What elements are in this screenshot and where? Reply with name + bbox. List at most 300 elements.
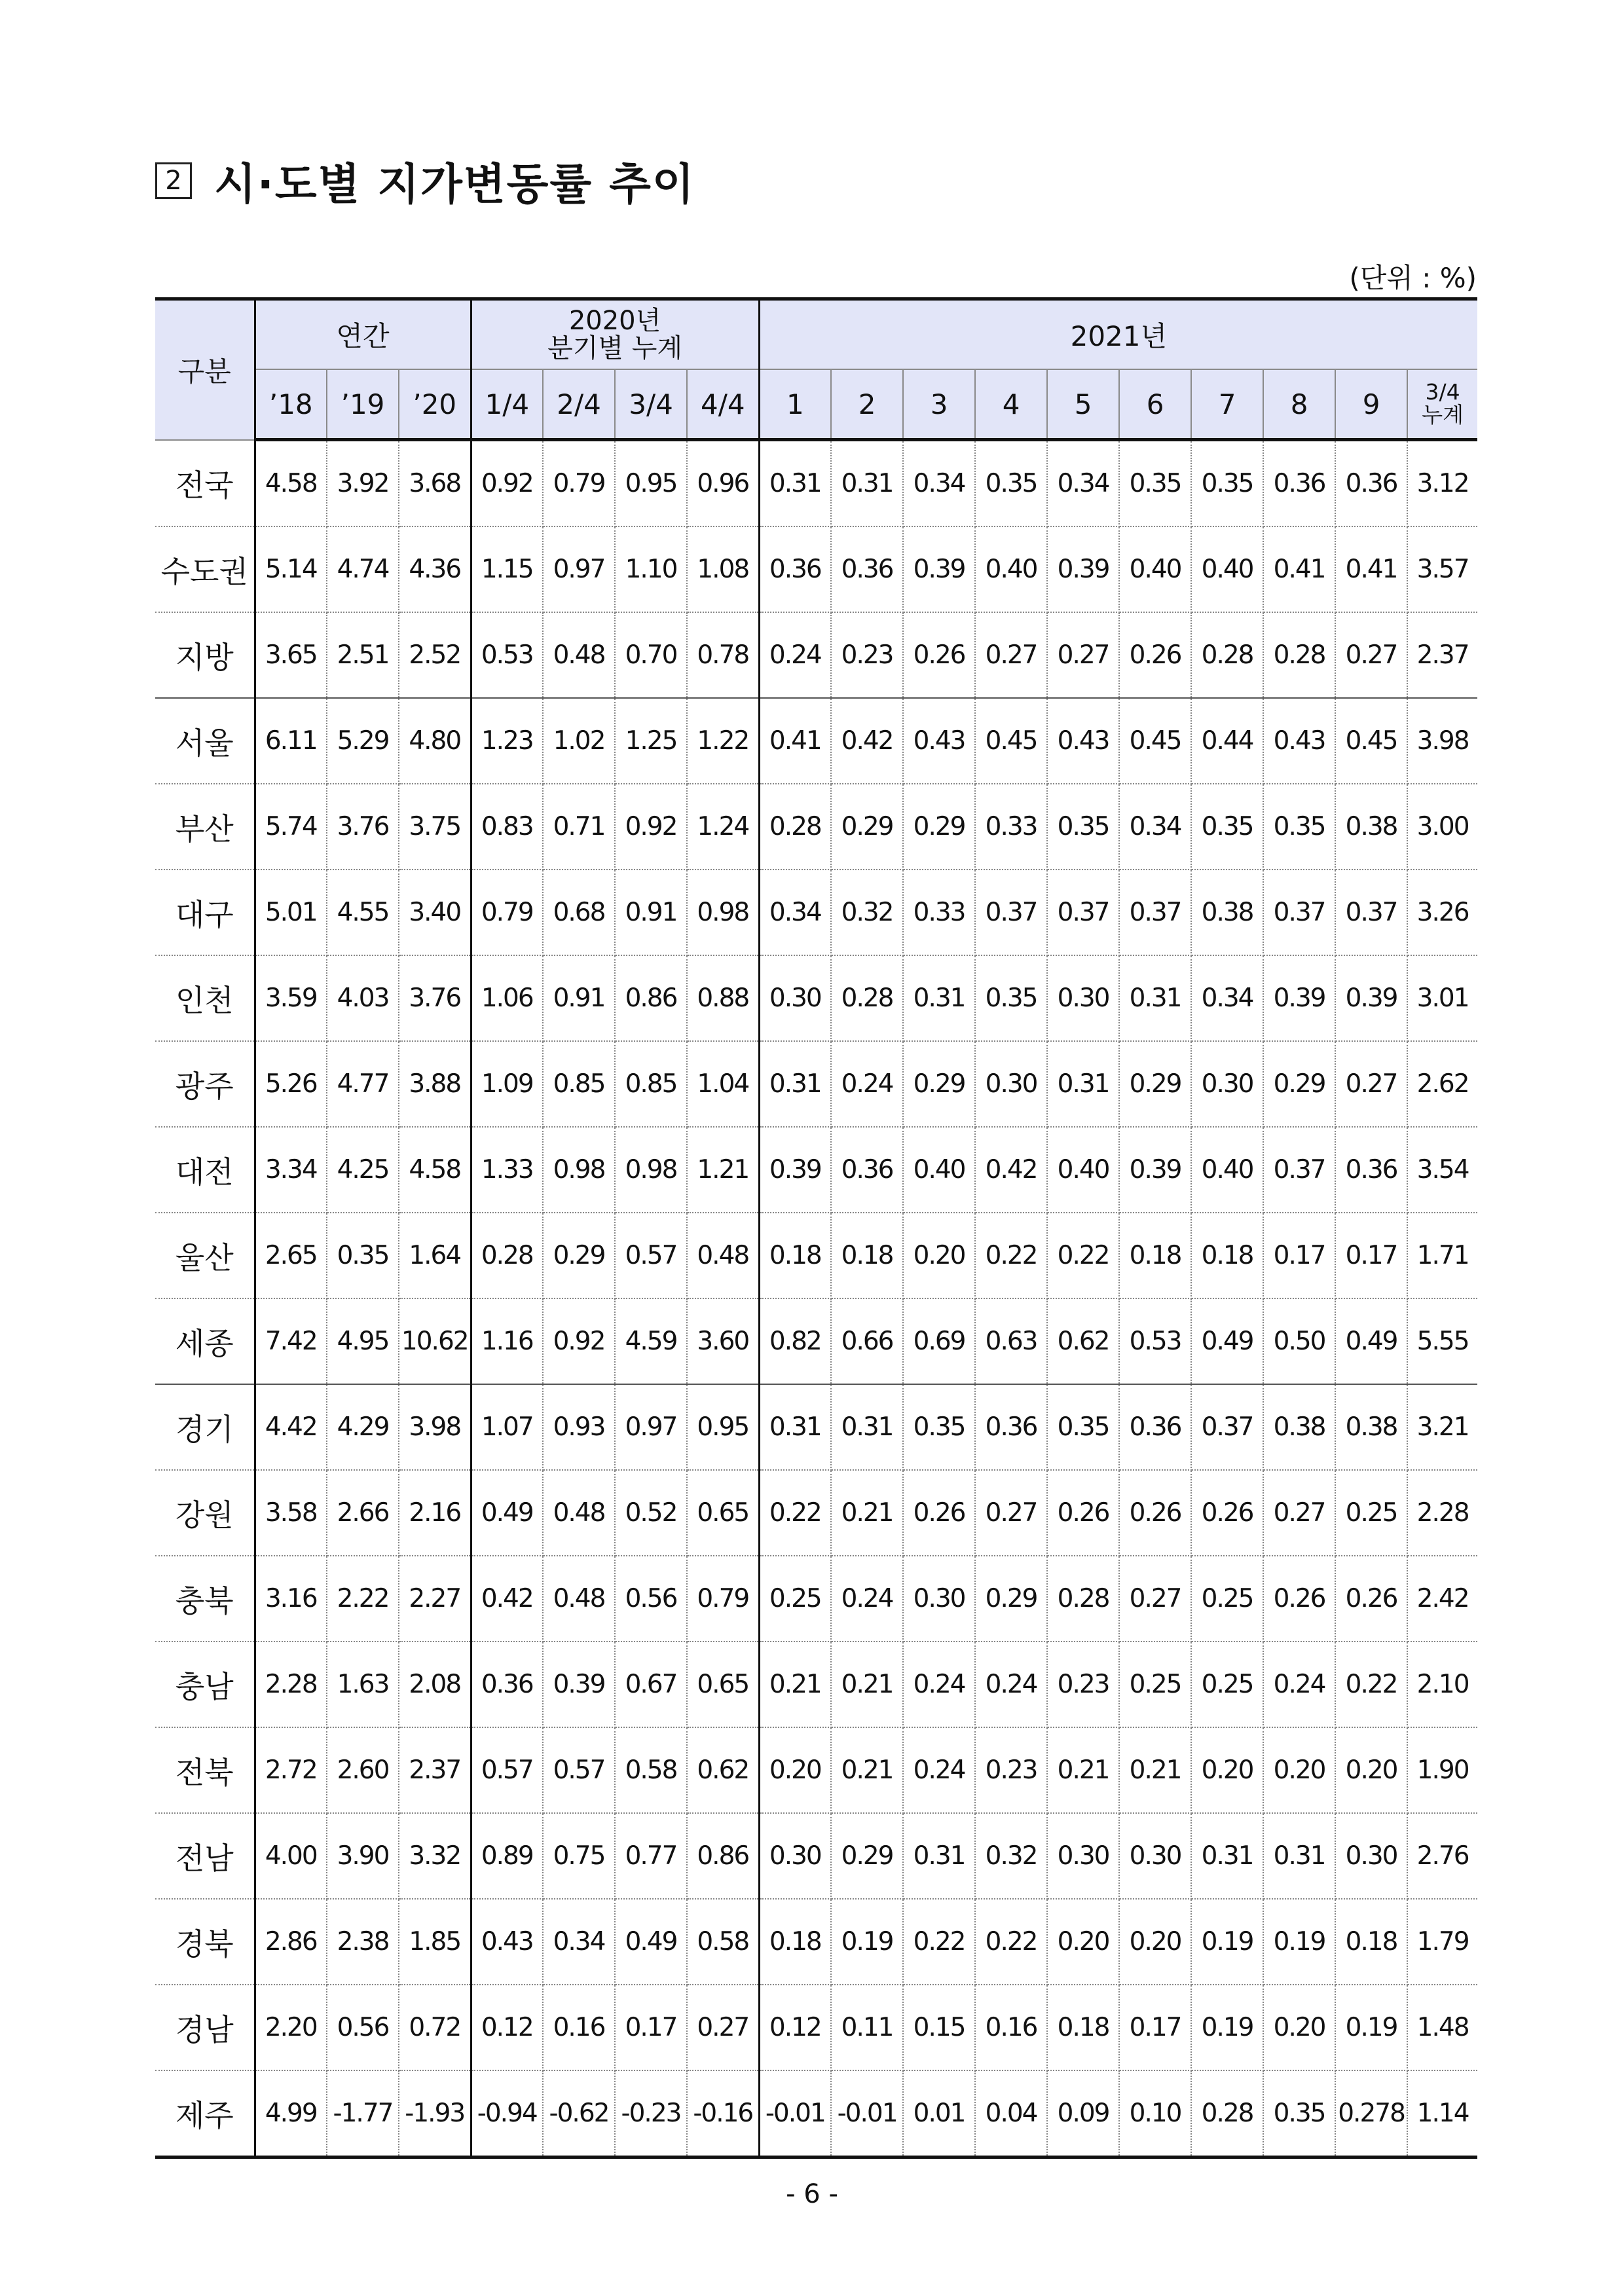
table-cell: 0.24 [831,1556,903,1642]
table-cell: 0.37 [1263,870,1335,955]
table-cell: 3.88 [399,1041,471,1127]
table-cell: 0.36 [759,526,831,612]
table-cell: 0.72 [399,1985,471,2070]
table-cell: 0.34 [903,440,975,527]
table-cell: 0.10 [1119,2070,1191,2157]
table-cell: 0.35 [327,1213,399,1298]
table-cell: 0.23 [831,612,903,698]
table-cell: 0.29 [1119,1041,1191,1127]
table-cell: 0.28 [1191,2070,1263,2157]
table-cell: 0.34 [759,870,831,955]
table-cell: 0.48 [543,1470,615,1556]
table-cell: 0.31 [1263,1813,1335,1899]
table-cell: 0.26 [903,612,975,698]
table-cell: 2.22 [327,1556,399,1642]
table-cell: 3.60 [687,1298,759,1384]
table-cell: 1.04 [687,1041,759,1127]
table-cell: 0.27 [1263,1470,1335,1556]
table-cell: 0.32 [975,1813,1047,1899]
table-cell: 0.29 [1263,1041,1335,1127]
table-cell: 0.36 [471,1642,543,1727]
table-cell: 0.19 [1191,1899,1263,1985]
table-cell: 5.14 [255,526,327,612]
table-cell: 1.06 [471,955,543,1041]
table-cell: 0.22 [1335,1642,1407,1727]
table-cell: 3.54 [1407,1127,1477,1213]
table-cell: 0.38 [1335,1384,1407,1470]
table-cell: 0.29 [831,1813,903,1899]
table-cell: 2.37 [1407,612,1477,698]
table-cell: 0.278 [1335,2070,1407,2157]
header-sub-1: ’19 [327,369,399,440]
table-cell: 0.48 [543,1556,615,1642]
table-cell: 0.36 [1119,1384,1191,1470]
table-cell: 3.98 [1407,698,1477,784]
table-body [155,440,1477,2157]
table-cell: 3.40 [399,870,471,955]
table-cell: 3.58 [255,1470,327,1556]
row-region-label: 전국 [155,440,255,527]
table-cell: 0.11 [831,1985,903,2070]
table-cell: 0.23 [1047,1642,1119,1727]
table-cell: 0.53 [471,612,543,698]
table-cell: 0.37 [1263,1127,1335,1213]
table-cell: 0.43 [903,698,975,784]
table-cell: 1.21 [687,1127,759,1213]
table-cell: 0.48 [687,1213,759,1298]
table-row [155,784,1477,870]
table-cell: 0.36 [1335,440,1407,527]
header-sub-5: 3/4 [615,369,687,440]
table-cell: 0.30 [759,1813,831,1899]
table-cell: 2.86 [255,1899,327,1985]
table-cell: 5.55 [1407,1298,1477,1384]
table-cell: 0.31 [759,440,831,527]
row-region-label: 경북 [155,1899,255,1985]
table-cell: 2.20 [255,1985,327,2070]
row-region-label: 인천 [155,955,255,1041]
table-cell: 2.62 [1407,1041,1477,1127]
table-cell: 0.29 [975,1556,1047,1642]
table-cell: 3.12 [1407,440,1477,527]
table-row [155,1813,1477,1899]
table-cell: 0.30 [1047,955,1119,1041]
table-cell: 0.26 [1191,1470,1263,1556]
header-2021: 2021년 [759,299,1477,370]
table-cell: 0.31 [903,955,975,1041]
table-cell: 0.28 [1047,1556,1119,1642]
table-cell: 0.27 [1047,612,1119,698]
table-cell: 5.29 [327,698,399,784]
table-cell: 0.17 [615,1985,687,2070]
row-region-label: 광주 [155,1041,255,1127]
table-cell: 0.20 [759,1727,831,1813]
table-cell: 2.38 [327,1899,399,1985]
table-cell: 0.18 [1047,1985,1119,2070]
section-title: 시·도별 지가변동률 추이 [214,159,695,210]
table-row [155,955,1477,1041]
table-cell: 0.53 [1119,1298,1191,1384]
table-cell: 0.98 [543,1127,615,1213]
table-cell: 1.23 [471,698,543,784]
table-cell: 1.08 [687,526,759,612]
table-cell: 0.35 [903,1384,975,1470]
table-cell: 0.57 [615,1213,687,1298]
table-row [155,1384,1477,1470]
table-cell: 0.15 [903,1985,975,2070]
table-cell: 4.59 [615,1298,687,1384]
table-cell: 0.56 [327,1985,399,2070]
table-cell: 0.41 [759,698,831,784]
header-category: 구분 [155,299,255,440]
header-sub-13: 7 [1191,369,1263,440]
table-cell: 0.91 [615,870,687,955]
table-cell: 2.76 [1407,1813,1477,1899]
table-cell: 0.27 [1119,1556,1191,1642]
table-cell: 3.59 [255,955,327,1041]
row-region-label: 충북 [155,1556,255,1642]
table-cell: 3.32 [399,1813,471,1899]
row-region-label: 부산 [155,784,255,870]
table-cell: 0.24 [1263,1642,1335,1727]
table-cell: 0.98 [615,1127,687,1213]
table-cell: 3.90 [327,1813,399,1899]
table-cell: 3.57 [1407,526,1477,612]
header-sub-3: 1/4 [471,369,543,440]
table-cell: 3.16 [255,1556,327,1642]
row-region-label: 서울 [155,698,255,784]
table-cell: 7.42 [255,1298,327,1384]
table-cell: 1.22 [687,698,759,784]
table-cell: 1.07 [471,1384,543,1470]
table-cell: 0.39 [1047,526,1119,612]
table-cell: -1.77 [327,2070,399,2157]
table-cell: 0.18 [1191,1213,1263,1298]
table-cell: 0.31 [831,440,903,527]
table-cell: 0.26 [1119,1470,1191,1556]
table-cell: 4.58 [255,440,327,527]
table-cell: 0.30 [1047,1813,1119,1899]
row-region-label: 울산 [155,1213,255,1298]
table-cell: 0.26 [1119,612,1191,698]
table-cell: 0.26 [1335,1556,1407,1642]
table-cell: 0.37 [1191,1384,1263,1470]
table-cell: 0.62 [1047,1298,1119,1384]
table-cell: 2.08 [399,1642,471,1727]
table-cell: -0.62 [543,2070,615,2157]
table-cell: 0.25 [759,1556,831,1642]
header-sub-2: ’20 [399,369,471,440]
table-cell: 0.21 [831,1470,903,1556]
table-cell: 0.36 [1263,440,1335,527]
table-cell: 1.25 [615,698,687,784]
table-cell: -0.23 [615,2070,687,2157]
row-region-label: 지방 [155,612,255,698]
table-row [155,1470,1477,1556]
table-cell: 0.38 [1263,1384,1335,1470]
table-cell: 1.71 [1407,1213,1477,1298]
table-cell: 3.76 [399,955,471,1041]
table-cell: 0.24 [903,1727,975,1813]
header-cumulative-label: 누계 [1422,402,1464,428]
table-cell: 0.42 [975,1127,1047,1213]
table-cell: 0.49 [1335,1298,1407,1384]
header-sub-14: 8 [1263,369,1335,440]
table-cell: 0.79 [543,440,615,527]
table-cell: 0.29 [831,784,903,870]
table-cell: 0.31 [759,1384,831,1470]
table-cell: 0.33 [975,784,1047,870]
table-cell: 0.29 [903,1041,975,1127]
table-cell: 0.22 [975,1213,1047,1298]
table-cell: 4.77 [327,1041,399,1127]
table-cell: 0.25 [1335,1470,1407,1556]
table-cell: 1.24 [687,784,759,870]
table-cell: 0.48 [543,612,615,698]
table-cell: 0.40 [1191,526,1263,612]
section-heading [155,149,695,211]
header-sub-8: 2 [831,369,903,440]
table-cell: 2.72 [255,1727,327,1813]
table-cell: 0.62 [687,1727,759,1813]
table-cell: 0.19 [1335,1985,1407,2070]
header-2020-cumulative: 분기별 누계 [547,333,682,363]
table-cell: 0.57 [471,1727,543,1813]
table-cell: 0.27 [1335,1041,1407,1127]
table-cell: 4.29 [327,1384,399,1470]
row-region-label: 세종 [155,1298,255,1384]
table-cell: 0.30 [903,1556,975,1642]
table-cell: 0.21 [831,1727,903,1813]
row-region-label: 경남 [155,1985,255,2070]
table-cell: 0.42 [471,1556,543,1642]
table-cell: 0.20 [1191,1727,1263,1813]
table-cell: 0.58 [687,1899,759,1985]
table-cell: 2.27 [399,1556,471,1642]
table-cell: 0.78 [687,612,759,698]
table-cell: 0.31 [1119,955,1191,1041]
table-cell: 0.85 [615,1041,687,1127]
table-cell: -0.01 [831,2070,903,2157]
table-cell: 0.58 [615,1727,687,1813]
section-number-box: 2 [155,162,192,199]
table-cell: 0.40 [1119,526,1191,612]
row-region-label: 전남 [155,1813,255,1899]
header-sub-15: 9 [1335,369,1407,440]
table-cell: 1.79 [1407,1899,1477,1985]
table-row [155,612,1477,698]
table-cell: 0.36 [1335,1127,1407,1213]
table-cell: 0.21 [1047,1727,1119,1813]
table-row [155,1642,1477,1727]
table-cell: 0.25 [1119,1642,1191,1727]
table-cell: 0.35 [1047,784,1119,870]
table-cell: 1.02 [543,698,615,784]
table-cell: 0.18 [759,1899,831,1985]
table-cell: 0.35 [975,440,1047,527]
table-cell: 0.85 [543,1041,615,1127]
table-cell: 0.86 [615,955,687,1041]
table-cell: 0.20 [1119,1899,1191,1985]
table-cell: 0.30 [1335,1813,1407,1899]
table-cell: 0.44 [1191,698,1263,784]
table-cell: 0.34 [1119,784,1191,870]
table-cell: 0.27 [975,1470,1047,1556]
row-region-label: 수도권 [155,526,255,612]
table-cell: 0.92 [471,440,543,527]
table-cell: 4.00 [255,1813,327,1899]
table-cell: 0.95 [687,1384,759,1470]
table-cell: 0.39 [903,526,975,612]
table-cell: -0.01 [759,2070,831,2157]
header-annual: 연간 [255,299,471,370]
table-cell: 4.80 [399,698,471,784]
row-region-label: 대전 [155,1127,255,1213]
table-cell: 0.20 [1263,1985,1335,2070]
table-cell: 0.34 [543,1899,615,1985]
table-cell: 0.27 [975,612,1047,698]
table-cell: 4.42 [255,1384,327,1470]
table-cell: 0.38 [1335,784,1407,870]
header-sub-row [155,369,1477,440]
table-cell: 0.39 [1119,1127,1191,1213]
table-cell: 0.24 [903,1642,975,1727]
table-cell: 0.36 [975,1384,1047,1470]
table-cell: 0.98 [687,870,759,955]
table-cell: 0.01 [903,2070,975,2157]
table-row [155,2070,1477,2157]
table-cell: 2.42 [1407,1556,1477,1642]
table-cell: 1.14 [1407,2070,1477,2157]
table-cell: 0.28 [471,1213,543,1298]
table-cell: 0.40 [1047,1127,1119,1213]
table-row [155,1985,1477,2070]
table-cell: -0.94 [471,2070,543,2157]
table-cell: 0.41 [1335,526,1407,612]
table-cell: 0.24 [975,1642,1047,1727]
table-cell: 0.69 [903,1298,975,1384]
table-cell: 0.79 [687,1556,759,1642]
table-cell: 0.92 [543,1298,615,1384]
table-cell: 3.00 [1407,784,1477,870]
table-cell: 0.71 [543,784,615,870]
table-cell: 2.52 [399,612,471,698]
table-cell: 0.52 [615,1470,687,1556]
row-region-label: 전북 [155,1727,255,1813]
row-region-label: 제주 [155,2070,255,2157]
table-row [155,1556,1477,1642]
table-cell: 0.37 [1119,870,1191,955]
table-cell: 3.75 [399,784,471,870]
table-cell: 2.37 [399,1727,471,1813]
row-region-label: 대구 [155,870,255,955]
table-cell: 5.74 [255,784,327,870]
row-region-label: 강원 [155,1470,255,1556]
table-row [155,1298,1477,1384]
table-cell: 1.16 [471,1298,543,1384]
table-cell: 0.91 [543,955,615,1041]
table-cell: 0.75 [543,1813,615,1899]
table-cell: 0.20 [1263,1727,1335,1813]
table-cell: 0.56 [615,1556,687,1642]
table-row [155,1041,1477,1127]
table-cell: 0.33 [903,870,975,955]
table-cell: 0.86 [687,1813,759,1899]
table-cell: 0.41 [1263,526,1335,612]
table-cell: 3.65 [255,612,327,698]
table-cell: 4.36 [399,526,471,612]
table-cell: 0.66 [831,1298,903,1384]
table-cell: 0.20 [1047,1899,1119,1985]
table-cell: 0.82 [759,1298,831,1384]
table-cell: 0.68 [543,870,615,955]
table-cell: 2.65 [255,1213,327,1298]
table-cell: 0.34 [1047,440,1119,527]
table-cell: 0.31 [831,1384,903,1470]
table-cell: 0.32 [831,870,903,955]
table-cell: 0.89 [471,1813,543,1899]
table-cell: 0.22 [903,1899,975,1985]
table-cell: 0.30 [1191,1041,1263,1127]
table-cell: 0.19 [1191,1985,1263,2070]
table-cell: 0.95 [615,440,687,527]
land-price-change-table [155,297,1477,2159]
table-cell: 4.25 [327,1127,399,1213]
table-cell: 0.29 [543,1213,615,1298]
unit-label: (단위 : %) [1349,262,1477,294]
table-cell: 0.19 [831,1899,903,1985]
table-cell: -1.93 [399,2070,471,2157]
table-cell: 0.42 [831,698,903,784]
table-cell: 1.15 [471,526,543,612]
header-sub-12: 6 [1119,369,1191,440]
table-cell: 0.20 [903,1213,975,1298]
table-row [155,1213,1477,1298]
page-number: - 6 - [786,2179,838,2209]
table-cell: 0.50 [1263,1298,1335,1384]
table-cell: 0.18 [759,1213,831,1298]
table-cell: 0.43 [1263,698,1335,784]
table-cell: 3.34 [255,1127,327,1213]
table-cell: 4.55 [327,870,399,955]
table-cell: 1.48 [1407,1985,1477,2070]
table-cell: 0.16 [543,1985,615,2070]
table-cell: 1.09 [471,1041,543,1127]
table-cell: 0.35 [1263,2070,1335,2157]
table-cell: 0.40 [1191,1127,1263,1213]
table-cell: 0.09 [1047,2070,1119,2157]
table-cell: 2.28 [255,1642,327,1727]
table-cell: 0.28 [1263,612,1335,698]
table-cell: 0.28 [831,955,903,1041]
table-cell: 2.28 [1407,1470,1477,1556]
table-cell: 0.18 [831,1213,903,1298]
header-sub-11: 5 [1047,369,1119,440]
table-cell: 0.83 [471,784,543,870]
table-cell: 0.40 [975,526,1047,612]
table-cell: 2.10 [1407,1642,1477,1727]
table-cell: 0.17 [1335,1213,1407,1298]
table-cell: 3.01 [1407,955,1477,1041]
table-cell: 0.19 [1263,1899,1335,1985]
table-cell: 0.22 [1047,1213,1119,1298]
table-cell: 0.40 [903,1127,975,1213]
table-row [155,698,1477,784]
table-cell: 0.96 [687,440,759,527]
table-cell: 0.35 [975,955,1047,1041]
table-cell: 0.45 [1335,698,1407,784]
table-cell: 0.49 [1191,1298,1263,1384]
